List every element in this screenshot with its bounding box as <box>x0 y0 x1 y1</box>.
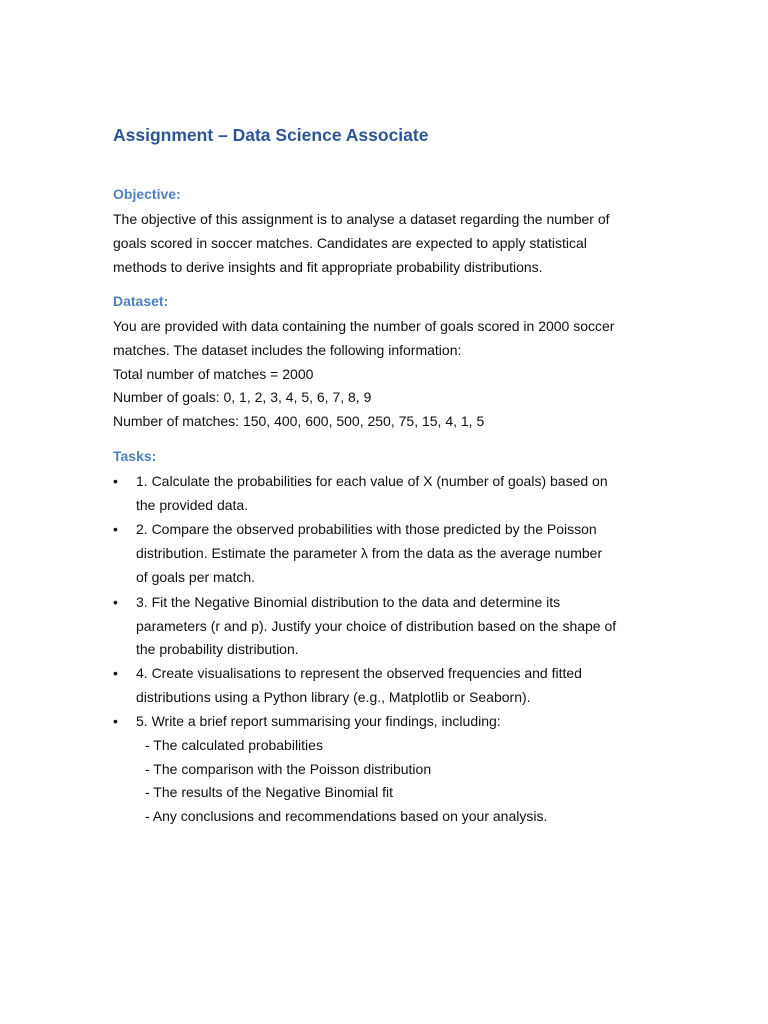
objective-line-2: goals scored in soccer matches. Candidates are expected to apply statistical <box>113 235 587 251</box>
tasks-heading: Tasks: <box>113 448 157 464</box>
dataset-total-matches: Total number of matches = 2000 <box>113 366 314 382</box>
objective-line-1: The objective of this assignment is to analyse a dataset regarding the number of <box>113 211 610 227</box>
dataset-heading: Dataset: <box>113 293 169 309</box>
bullet-icon: • <box>113 473 118 489</box>
task-2-line-3: of goals per match. <box>136 569 256 585</box>
dataset-matches: Number of matches: 150, 400, 600, 500, 250, 75, 15, 4, 1, 5 <box>113 413 485 429</box>
dataset-line-1: You are provided with data containing the number of goals scored in 2000 soccer <box>113 318 615 334</box>
task-2-line-1: 2. Compare the observed probabilities with those predicted by the Poisson <box>136 521 597 537</box>
bullet-icon: • <box>113 594 118 610</box>
document-title: Assignment – Data Science Associate <box>113 125 429 145</box>
task-1-line-1: 1. Calculate the probabilities for each value of X (number of goals) based on <box>136 473 608 489</box>
task-2-line-2: distribution. Estimate the parameter λ from the data as the average number <box>136 545 603 561</box>
task-4-line-1: 4. Create visualisations to represent the observed frequencies and fitted <box>136 665 582 681</box>
dataset-goals: Number of goals: 0, 1, 2, 3, 4, 5, 6, 7, 8, 9 <box>113 389 372 405</box>
task-1-line-2: the provided data. <box>136 497 249 513</box>
objective-heading: Objective: <box>113 186 181 202</box>
task-5-sub-item-2: - The comparison with the Poisson distribution <box>145 761 432 777</box>
task-3-line-2: parameters (r and p). Justify your choice of distribution based on the shape of <box>136 618 617 634</box>
task-5-sub-item-1: - The calculated probabilities <box>145 737 323 753</box>
task-5-line-1: 5. Write a brief report summarising your findings, including: <box>136 713 501 729</box>
bullet-icon: • <box>113 713 118 729</box>
task-5-sub-item-3: - The results of the Negative Binomial fit <box>145 784 393 800</box>
objective-line-3: methods to derive insights and fit appropriate probability distributions. <box>113 259 543 275</box>
task-4-line-2: distributions using a Python library (e.g., Matplotlib or Seaborn). <box>136 689 531 705</box>
task-5-sub-item-4: - Any conclusions and recommendations based on your analysis. <box>145 808 548 824</box>
bullet-icon: • <box>113 521 118 537</box>
bullet-icon: • <box>113 665 118 681</box>
dataset-line-2: matches. The dataset includes the following information: <box>113 342 462 358</box>
task-3-line-1: 3. Fit the Negative Binomial distribution to the data and determine its <box>136 594 561 610</box>
task-3-line-3: the probability distribution. <box>136 641 299 657</box>
